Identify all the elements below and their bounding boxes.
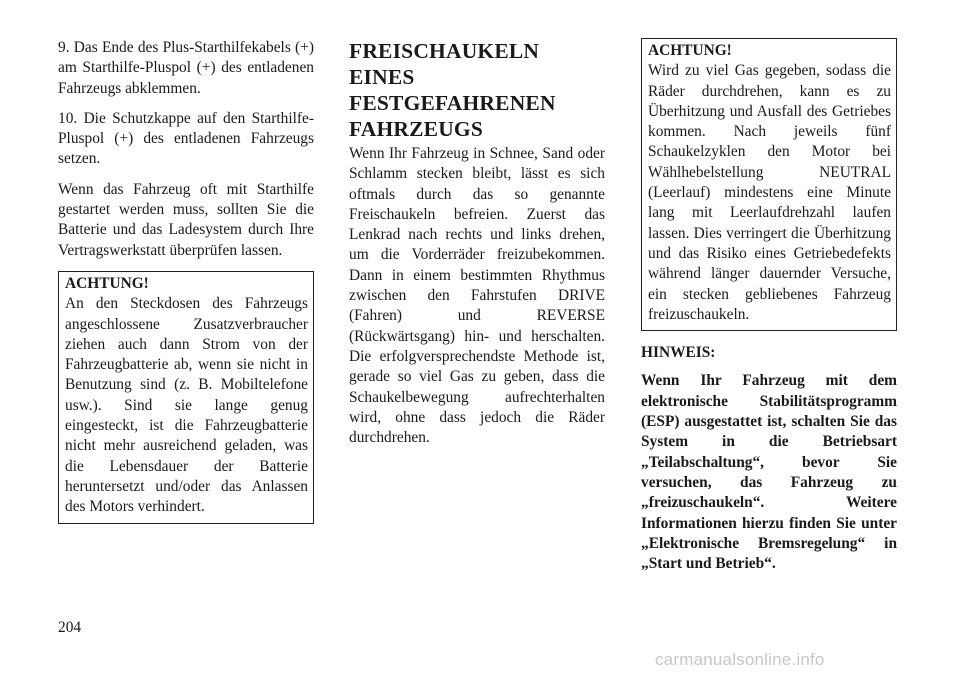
- section-heading: FREISCHAUKELN EINES FESTGEFAHRENEN FAHRZEUGS: [349, 39, 556, 141]
- watermark: carmanualsonline.info: [655, 650, 825, 669]
- warning-heading: ACHTUNG!: [65, 274, 149, 292]
- page-number: 204: [58, 619, 82, 636]
- warning-text: An den Steckdosen des Fahrzeugs angeschlossene Zusatzverbraucher ziehen auch dann Strom von der Fahrzeugbatterie ab, wenn sie nicht in Benutzung sind (z. B. Mobiltelefone usw.). Sind sie lange genug eingesteckt, ist die Fahrzeugbatterie nicht mehr ausreichend geladen, was die Lebensdauer der Batterie heruntersetzt und/oder das Anlassen des Motors verhindert.: [65, 295, 308, 516]
- warning-text: Wird zu viel Gas gegeben, sodass die Räder durchdrehen, kann es zu Überhitzung und Ausfall des Getriebes kommen. Nach jeweils fünf Schaukelzyklen den Motor bei Wählhebelstellung NEUTRAL (Leerlauf) mindestens eine Minute lang mit Leerlaufdrehzahl laufen lassen. Dies verringert die Überhitzung und das Risiko eines Getriebedefekts während länger dauernder Versuche, ein stecken gebliebenes Fahrzeug freizuschaukeln.: [648, 62, 891, 323]
- middle-column: [349, 38, 605, 458]
- right-column: [641, 38, 897, 584]
- step-10: 10. Die Schutzkappe auf den Starthilfe-Pluspol (+) des entladenen Fahrzeugs setzen.: [58, 109, 314, 168]
- left-column: [58, 38, 314, 524]
- warning-box-battery: [58, 271, 314, 524]
- note-text: Wenn Ihr Fahrzeug mit dem elektronische Stabilitätsprogramm (ESP) ausgestattet ist, schalten Sie das System in die Betriebsart „Teilabschaltung“, bevor Sie versuchen, das Fahrzeug zu „freizuschaukeln“. Weitere Informationen hierzu finden Sie unter „Elektronische Bremsregelung“ in „Start und Betrieb“.: [641, 372, 897, 573]
- step-9: 9. Das Ende des Plus-Starthilfekabels (+) am Starthilfe-Pluspol (+) des entladenen Fahrzeugs abklemmen.: [58, 39, 314, 97]
- jump-start-advice: Wenn das Fahrzeug oft mit Starthilfe gestartet werden muss, sollten Sie die Batterie und das Ladesystem durch Ihre Vertragswerkstatt überprüfen lassen.: [58, 180, 314, 259]
- warning-heading: ACHTUNG!: [648, 42, 732, 59]
- note-heading: HINWEIS:: [641, 344, 716, 362]
- warning-box-gearbox: [641, 38, 897, 331]
- rocking-paragraph: Wenn Ihr Fahrzeug in Schnee, Sand oder Schlamm stecken bleibt, lässt es sich oftmals durch das so genannte Freischaukeln befreien. Zuerst das Lenkrad nach rechts und links drehen, um die Vorderräder freizubekommen. Dann in einem bestimmten Rhythmus zwischen den Fahrstufen DRIVE (Fahren) und REVERSE (Rückwärtsgang) hin- und herschalten. Die erfolgversprechendste Methode ist, gerade so viel Gas zu geben, dass die Schaukelbewegung aufrechterhalten wird, ohne dass jedoch die Räder durchdrehen.: [349, 145, 605, 447]
